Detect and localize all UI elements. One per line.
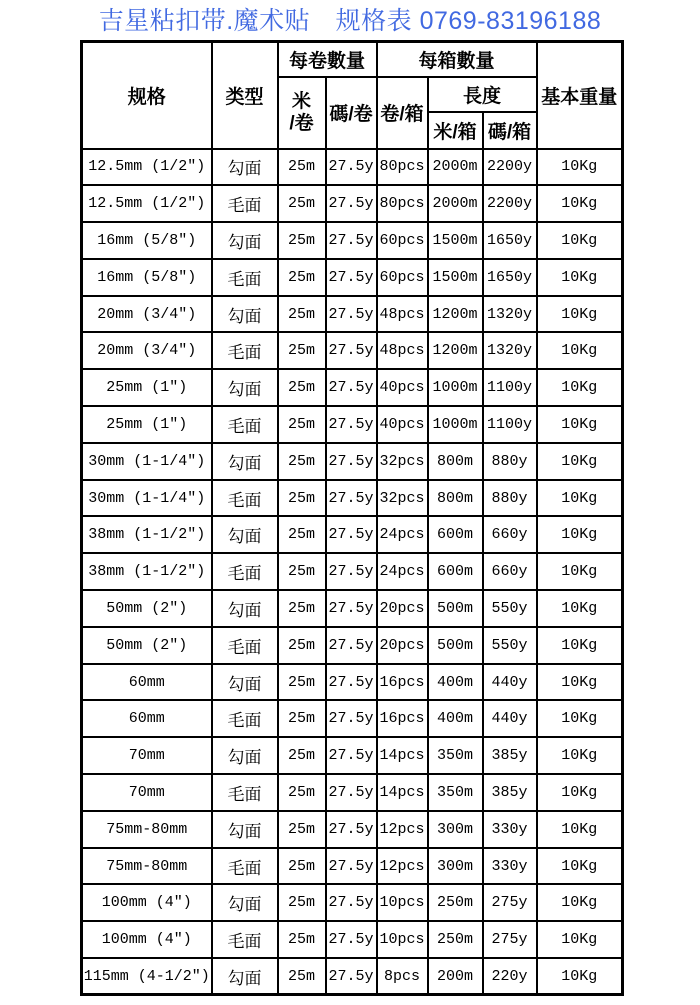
yards-per-roll-cell: 27.5y (326, 443, 377, 480)
yards-per-box-cell: 1100y (483, 369, 537, 406)
spec-cell: 60mm (82, 700, 212, 737)
type-cell: 勾面 (212, 516, 278, 553)
rolls-per-box-cell: 40pcs (377, 406, 428, 443)
type-cell: 毛面 (212, 406, 278, 443)
meters-per-roll-cell: 25m (278, 480, 326, 517)
type-cell: 毛面 (212, 848, 278, 885)
table-row (82, 259, 623, 296)
yards-per-roll-cell: 27.5y (326, 590, 377, 627)
rolls-per-box-cell: 14pcs (377, 774, 428, 811)
type-cell: 毛面 (212, 553, 278, 590)
meters-per-box-cell: 800m (428, 480, 483, 517)
meters-per-box-cell: 400m (428, 700, 483, 737)
meters-per-roll-cell: 25m (278, 516, 326, 553)
type-cell: 勾面 (212, 222, 278, 259)
type-cell: 毛面 (212, 700, 278, 737)
type-cell: 勾面 (212, 296, 278, 333)
spec-table-body (82, 149, 623, 995)
table-row (82, 627, 623, 664)
meters-per-box-cell: 500m (428, 627, 483, 664)
rolls-per-box-cell: 12pcs (377, 811, 428, 848)
spec-cell: 20mm (3/4") (82, 296, 212, 333)
table-row (82, 443, 623, 480)
spec-cell: 70mm (82, 737, 212, 774)
rolls-per-box-cell: 60pcs (377, 222, 428, 259)
base-weight-cell: 10Kg (537, 259, 623, 296)
base-weight-cell: 10Kg (537, 369, 623, 406)
rolls-per-box-cell: 24pcs (377, 516, 428, 553)
spec-cell: 30mm (1-1/4") (82, 480, 212, 517)
header-yards-per-roll: 碼/卷 (326, 77, 377, 149)
yards-per-box-cell: 550y (483, 627, 537, 664)
spec-cell: 25mm (1") (82, 406, 212, 443)
yards-per-roll-cell: 27.5y (326, 884, 377, 921)
spec-cell: 12.5mm (1/2") (82, 185, 212, 222)
base-weight-cell: 10Kg (537, 296, 623, 333)
yards-per-roll-cell: 27.5y (326, 516, 377, 553)
table-row (82, 848, 623, 885)
yards-per-box-cell: 330y (483, 811, 537, 848)
table-row (82, 222, 623, 259)
meters-per-box-cell: 800m (428, 443, 483, 480)
base-weight-cell: 10Kg (537, 921, 623, 958)
base-weight-cell: 10Kg (537, 774, 623, 811)
rolls-per-box-cell: 8pcs (377, 958, 428, 995)
base-weight-cell: 10Kg (537, 590, 623, 627)
base-weight-cell: 10Kg (537, 443, 623, 480)
meters-per-box-cell: 1500m (428, 222, 483, 259)
spec-table (80, 40, 624, 996)
rolls-per-box-cell: 20pcs (377, 627, 428, 664)
rolls-per-box-cell: 48pcs (377, 332, 428, 369)
header-meters-per-roll (278, 77, 326, 149)
type-cell: 勾面 (212, 811, 278, 848)
base-weight-cell: 10Kg (537, 627, 623, 664)
header-length: 長度 (428, 77, 537, 112)
yards-per-box-cell: 1650y (483, 222, 537, 259)
spec-cell: 70mm (82, 774, 212, 811)
rolls-per-box-cell: 80pcs (377, 185, 428, 222)
spec-cell: 75mm-80mm (82, 848, 212, 885)
meters-per-roll-cell: 25m (278, 700, 326, 737)
meters-per-roll-cell: 25m (278, 369, 326, 406)
spec-cell: 30mm (1-1/4") (82, 443, 212, 480)
table-row (82, 884, 623, 921)
type-cell: 毛面 (212, 627, 278, 664)
meters-per-box-cell: 600m (428, 516, 483, 553)
yards-per-box-cell: 2200y (483, 149, 537, 186)
meters-per-roll-cell: 25m (278, 627, 326, 664)
meters-per-box-cell: 1200m (428, 332, 483, 369)
yards-per-box-cell: 880y (483, 443, 537, 480)
table-row (82, 369, 623, 406)
table-row (82, 185, 623, 222)
meters-per-roll-cell: 25m (278, 149, 326, 186)
meters-per-roll-cell: 25m (278, 590, 326, 627)
header-per-box-qty: 每箱數量 (377, 42, 537, 77)
yards-per-roll-cell: 27.5y (326, 185, 377, 222)
yards-per-roll-cell: 27.5y (326, 553, 377, 590)
spec-cell: 100mm (4") (82, 884, 212, 921)
rolls-per-box-cell: 80pcs (377, 149, 428, 186)
base-weight-cell: 10Kg (537, 700, 623, 737)
meters-per-roll-cell: 25m (278, 664, 326, 701)
yards-per-box-cell: 275y (483, 884, 537, 921)
rolls-per-box-cell: 40pcs (377, 369, 428, 406)
type-cell: 毛面 (212, 480, 278, 517)
type-cell: 勾面 (212, 590, 278, 627)
header-yards-per-box: 碼/箱 (483, 112, 537, 149)
rolls-per-box-cell: 32pcs (377, 480, 428, 517)
table-row (82, 774, 623, 811)
base-weight-cell: 10Kg (537, 664, 623, 701)
type-cell: 毛面 (212, 259, 278, 296)
meters-per-box-cell: 200m (428, 958, 483, 995)
spec-cell: 12.5mm (1/2") (82, 149, 212, 186)
spec-cell: 25mm (1") (82, 369, 212, 406)
yards-per-box-cell: 1100y (483, 406, 537, 443)
yards-per-roll-cell: 27.5y (326, 921, 377, 958)
spec-cell: 50mm (2") (82, 627, 212, 664)
yards-per-roll-cell: 27.5y (326, 296, 377, 333)
meters-per-roll-cell: 25m (278, 259, 326, 296)
meters-per-roll-cell: 25m (278, 296, 326, 333)
type-cell: 毛面 (212, 185, 278, 222)
type-cell: 毛面 (212, 332, 278, 369)
meters-per-roll-cell: 25m (278, 737, 326, 774)
spec-cell: 75mm-80mm (82, 811, 212, 848)
meters-per-roll-cell: 25m (278, 774, 326, 811)
meters-per-roll-cell: 25m (278, 958, 326, 995)
yards-per-roll-cell: 27.5y (326, 737, 377, 774)
meters-per-box-cell: 500m (428, 590, 483, 627)
meters-per-box-cell: 2000m (428, 185, 483, 222)
type-cell: 勾面 (212, 443, 278, 480)
table-row (82, 700, 623, 737)
rolls-per-box-cell: 12pcs (377, 848, 428, 885)
meters-per-box-cell: 250m (428, 921, 483, 958)
yards-per-roll-cell: 27.5y (326, 627, 377, 664)
meters-per-roll-cell: 25m (278, 921, 326, 958)
meters-per-box-cell: 300m (428, 848, 483, 885)
table-row (82, 332, 623, 369)
rolls-per-box-cell: 16pcs (377, 700, 428, 737)
type-cell: 毛面 (212, 921, 278, 958)
type-cell: 勾面 (212, 958, 278, 995)
type-cell: 毛面 (212, 774, 278, 811)
yards-per-box-cell: 385y (483, 737, 537, 774)
base-weight-cell: 10Kg (537, 516, 623, 553)
table-row (82, 958, 623, 995)
meters-per-roll-cell: 25m (278, 406, 326, 443)
meters-per-box-cell: 350m (428, 737, 483, 774)
yards-per-roll-cell: 27.5y (326, 149, 377, 186)
type-cell: 勾面 (212, 369, 278, 406)
yards-per-box-cell: 1320y (483, 296, 537, 333)
yards-per-box-cell: 1650y (483, 259, 537, 296)
base-weight-cell: 10Kg (537, 848, 623, 885)
yards-per-roll-cell: 27.5y (326, 332, 377, 369)
rolls-per-box-cell: 10pcs (377, 884, 428, 921)
yards-per-roll-cell: 27.5y (326, 222, 377, 259)
spec-cell: 115mm (4-1/2") (82, 958, 212, 995)
type-cell: 勾面 (212, 149, 278, 186)
meters-per-box-cell: 1000m (428, 369, 483, 406)
meters-per-roll-cell: 25m (278, 185, 326, 222)
yards-per-box-cell: 660y (483, 516, 537, 553)
rolls-per-box-cell: 20pcs (377, 590, 428, 627)
table-row (82, 480, 623, 517)
rolls-per-box-cell: 24pcs (377, 553, 428, 590)
yards-per-box-cell: 440y (483, 700, 537, 737)
spec-cell: 60mm (82, 664, 212, 701)
spec-cell: 20mm (3/4") (82, 332, 212, 369)
yards-per-box-cell: 1320y (483, 332, 537, 369)
table-row (82, 553, 623, 590)
base-weight-cell: 10Kg (537, 185, 623, 222)
type-cell: 勾面 (212, 664, 278, 701)
table-row (82, 149, 623, 186)
rolls-per-box-cell: 60pcs (377, 259, 428, 296)
base-weight-cell: 10Kg (537, 884, 623, 921)
yards-per-roll-cell: 27.5y (326, 848, 377, 885)
yards-per-roll-cell: 27.5y (326, 811, 377, 848)
table-row (82, 811, 623, 848)
meters-per-box-cell: 1200m (428, 296, 483, 333)
yards-per-box-cell: 440y (483, 664, 537, 701)
base-weight-cell: 10Kg (537, 222, 623, 259)
header-per-roll-qty: 每卷數量 (278, 42, 377, 77)
table-row (82, 921, 623, 958)
yards-per-roll-cell: 27.5y (326, 480, 377, 517)
base-weight-cell: 10Kg (537, 480, 623, 517)
yards-per-box-cell: 660y (483, 553, 537, 590)
meters-per-box-cell: 350m (428, 774, 483, 811)
table-row (82, 516, 623, 553)
spec-cell: 50mm (2") (82, 590, 212, 627)
table-row (82, 406, 623, 443)
header-base-weight: 基本重量 (537, 42, 623, 149)
header-meters-per-box: 米/箱 (428, 112, 483, 149)
base-weight-cell: 10Kg (537, 958, 623, 995)
meters-per-box-cell: 250m (428, 884, 483, 921)
meters-per-roll-cell: 25m (278, 848, 326, 885)
meters-per-roll-cell: 25m (278, 222, 326, 259)
meters-per-roll-cell: 25m (278, 553, 326, 590)
yards-per-roll-cell: 27.5y (326, 259, 377, 296)
spec-table-header (82, 42, 623, 149)
header-rolls-per-box: 卷/箱 (377, 77, 428, 149)
spec-cell: 16mm (5/8") (82, 222, 212, 259)
spec-cell: 16mm (5/8") (82, 259, 212, 296)
spec-cell: 100mm (4") (82, 921, 212, 958)
yards-per-box-cell: 2200y (483, 185, 537, 222)
meters-per-roll-cell: 25m (278, 811, 326, 848)
type-cell: 勾面 (212, 737, 278, 774)
meters-per-box-cell: 600m (428, 553, 483, 590)
yards-per-roll-cell: 27.5y (326, 369, 377, 406)
meters-per-box-cell: 400m (428, 664, 483, 701)
base-weight-cell: 10Kg (537, 737, 623, 774)
type-cell: 勾面 (212, 884, 278, 921)
page-title: 吉星粘扣带.魔术贴 规格表 0769-83196188 (98, 7, 602, 35)
spec-cell: 38mm (1-1/2") (82, 553, 212, 590)
yards-per-roll-cell: 27.5y (326, 406, 377, 443)
header-spec: 规格 (82, 42, 212, 149)
base-weight-cell: 10Kg (537, 332, 623, 369)
meters-per-box-cell: 1000m (428, 406, 483, 443)
rolls-per-box-cell: 32pcs (377, 443, 428, 480)
rolls-per-box-cell: 48pcs (377, 296, 428, 333)
yards-per-box-cell: 880y (483, 480, 537, 517)
header-meters-per-roll-line1: 米 (291, 90, 311, 112)
yards-per-roll-cell: 27.5y (326, 664, 377, 701)
yards-per-box-cell: 275y (483, 921, 537, 958)
spec-cell: 38mm (1-1/2") (82, 516, 212, 553)
meters-per-box-cell: 1500m (428, 259, 483, 296)
rolls-per-box-cell: 16pcs (377, 664, 428, 701)
yards-per-roll-cell: 27.5y (326, 700, 377, 737)
meters-per-roll-cell: 25m (278, 332, 326, 369)
yards-per-roll-cell: 27.5y (326, 958, 377, 995)
base-weight-cell: 10Kg (537, 811, 623, 848)
base-weight-cell: 10Kg (537, 149, 623, 186)
yards-per-box-cell: 550y (483, 590, 537, 627)
yards-per-box-cell: 330y (483, 848, 537, 885)
yards-per-box-cell: 385y (483, 774, 537, 811)
base-weight-cell: 10Kg (537, 406, 623, 443)
table-row (82, 296, 623, 333)
meters-per-roll-cell: 25m (278, 443, 326, 480)
meters-per-roll-cell: 25m (278, 884, 326, 921)
header-row-1 (82, 42, 623, 77)
header-meters-per-roll-line2: /卷 (289, 112, 314, 134)
meters-per-box-cell: 300m (428, 811, 483, 848)
meters-per-box-cell: 2000m (428, 149, 483, 186)
rolls-per-box-cell: 14pcs (377, 737, 428, 774)
table-row (82, 664, 623, 701)
yards-per-box-cell: 220y (483, 958, 537, 995)
header-type: 类型 (212, 42, 278, 149)
table-row (82, 590, 623, 627)
yards-per-roll-cell: 27.5y (326, 774, 377, 811)
base-weight-cell: 10Kg (537, 553, 623, 590)
rolls-per-box-cell: 10pcs (377, 921, 428, 958)
table-row (82, 737, 623, 774)
